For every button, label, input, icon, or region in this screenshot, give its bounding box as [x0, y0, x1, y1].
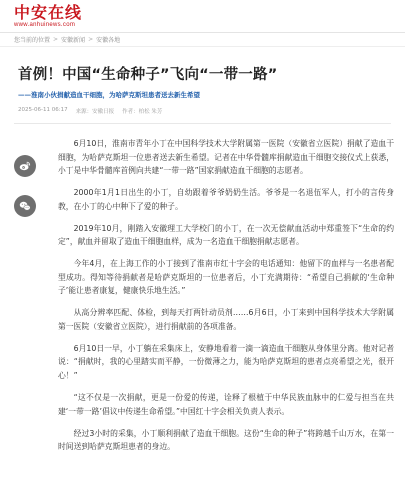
breadcrumb-item-anhui-local[interactable]: 安徽各地 [96, 37, 121, 44]
article-paragraph: 从高分辨率匹配、体检，到每天打两针动员剂……6月6日，小丁来到中国科学技术大学附属第一医院（安徽省立医院），进行捐献前的各项准备。 [58, 308, 394, 331]
site-logo[interactable] [14, 2, 83, 28]
article-author: 作者：柏松 朱芳 [122, 109, 163, 115]
breadcrumb-separator: > [53, 36, 59, 43]
breadcrumb-separator: > [88, 36, 94, 43]
breadcrumb-item-anhui-news[interactable]: 安徽新闻 [61, 37, 86, 44]
weibo-icon [18, 159, 32, 173]
article-source: 来源：安徽日报 [75, 109, 115, 115]
site-header [0, 0, 405, 32]
article-paragraph: 6月10日，淮南市青年小丁在中国科学技术大学附属第一医院（安徽省立医院）捐献了造血干细胞，为哈萨克斯坦一位患者送去新生希望。记者在中华骨髓库捐献造血干细胞交接仪式上获悉，小丁是中华骨髓库首例向共建“一带一路”国家捐献造血干细胞的志愿者。 [58, 139, 394, 175]
article-paragraph: 2019年10月，刚踏入安徽理工大学校门的小丁，在一次无偿献血活动中郑重签下“生命的约定”，献血并留取了造血干细胞血样，成为一名造血干细胞捐献志愿者。 [58, 223, 394, 247]
header-divider [14, 123, 391, 124]
breadcrumb-location: 您当前的位置 [14, 37, 51, 44]
weibo-share-button[interactable] [14, 155, 36, 177]
article-paragraph: 2000年1月1日出生的小丁，自幼跟着爷爷奶奶生活。爷爷是一名退伍军人，打小的言传身教，在小丁的心中种下了爱的种子。 [58, 188, 394, 211]
wechat-share-button[interactable] [14, 195, 36, 217]
breadcrumb [0, 32, 405, 47]
article-paragraph: 经过3小时的采集，小丁顺利捐献了造血干细胞。这份“生命的种子”将跨越千山万水，在第一时间送到哈萨克斯坦患者的身边。 [58, 428, 394, 452]
logo-text: 中安在线 [14, 2, 83, 22]
logo-url: www.anhuinews.com [14, 21, 76, 28]
article-paragraph: 今年4月，在上海工作的小丁接到了淮南市红十字会的电话通知：他留下的血样与一名患者配型成功。得知等待捐献者是哈萨克斯坦的一位患者后，小丁充满期待：“希望自己捐献的‘生命种子’能让患者康复，健康快乐地生活。” [58, 259, 394, 296]
article-meta [18, 107, 405, 115]
share-panel [14, 155, 36, 217]
article-subtitle: ——淮南小伙捐献造血干细胞，为哈萨克斯坦患者送去新生希望 [18, 91, 200, 99]
article-date: 2025-06-11 06:17 [18, 107, 68, 113]
wechat-icon [18, 199, 32, 213]
article-body [58, 137, 394, 462]
article-paragraph: 6月10日一早，小丁躺在采集床上，安静地看着一滴一滴造血干细胞从身体里分离。他对记者说：“捐献时，我的心里踏实而平静，一份微薄之力，能为哈萨克斯坦的患者点亮希望之光，很开心！” [58, 343, 394, 380]
article-title: 首例！中国“生命种子”飞向“一带一路” [18, 67, 278, 83]
article-paragraph: “这不仅是一次捐献，更是一份爱的传递，诠释了根植于中华民族血脉中的仁爱与担当在共建‘一带一路’倡议中传递生命希望。”中国红十字会相关负责人表示。 [58, 393, 394, 416]
